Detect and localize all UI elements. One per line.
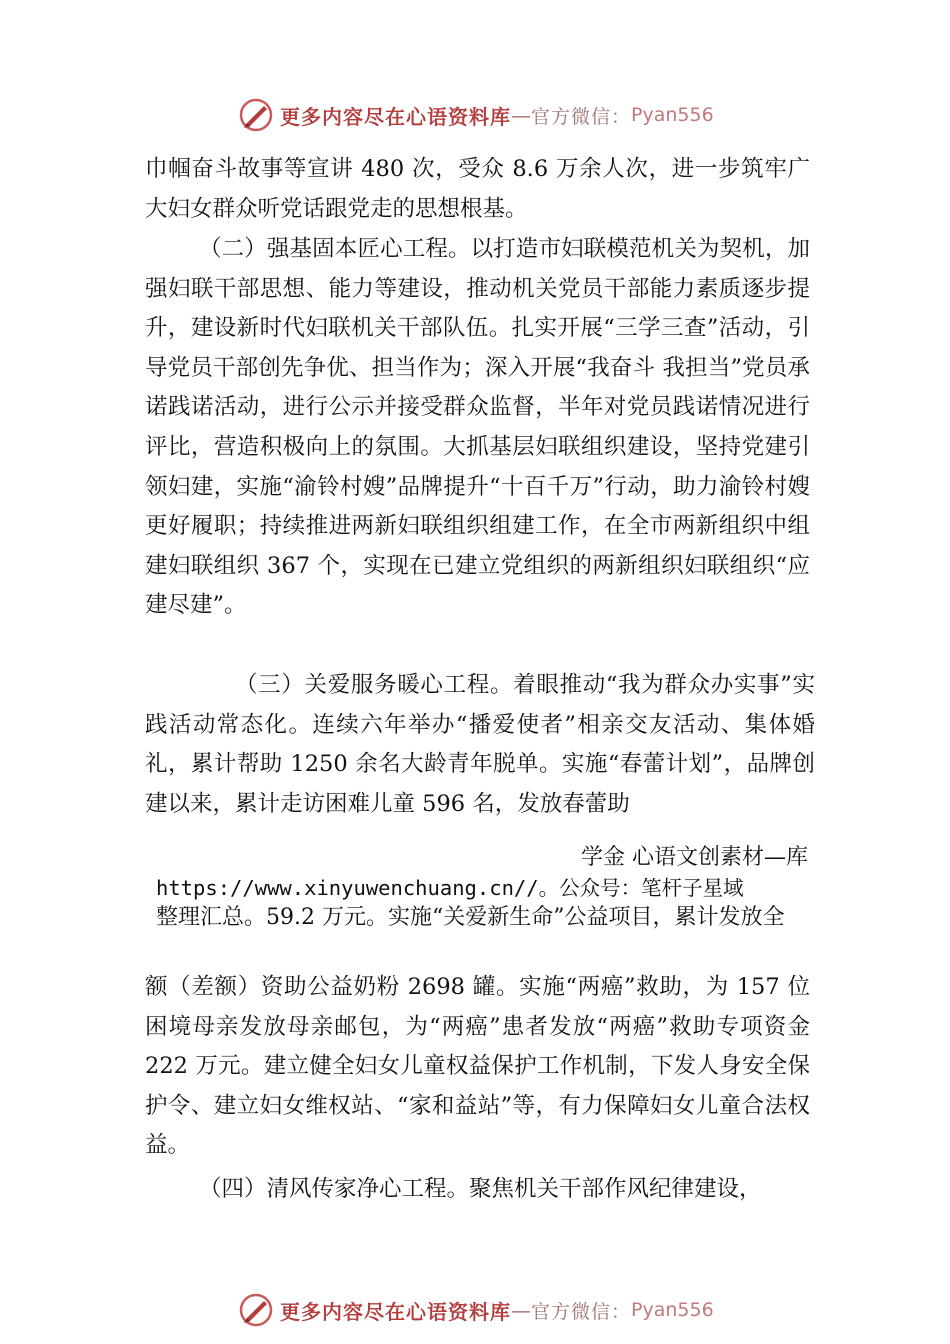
banner-dash: — [511, 103, 531, 127]
banner-dash: — [511, 1298, 531, 1322]
pen-logo-icon [238, 97, 274, 133]
pen-logo-icon [238, 1292, 274, 1328]
paragraph-1: 巾帼奋斗故事等宣讲 480 次，受众 8.6 万余人次，进一步筑牢广大妇女群众听党话跟党走的思想根基。 [145, 156, 810, 222]
watermark-line-2: https://www.xinyuwenchuang.cn//。公众号：笔杆子星域 [156, 876, 744, 900]
banner-wechat-id: Pyan556 [631, 1299, 714, 1321]
paragraph-2: （二）强基固本匠心工程。以打造市妇联模范机关为契机，加强妇联干部思想、能力等建设，推动机关党员干部能力素质逐步提升，建设新时代妇联机关干部队伍。扎实开展“三学三查”活动，引导党员干部创先争优、担当作为；深入开展“我奋斗 我担当”党员承诺践诺活动，进行公示并接受群众监督，半年对党员践诺情况进行评比，营造积极向上的氛围。大抓基层妇联组织建设，坚持党建引领妇建，实施“渝铃村嫂”品牌提升“十百千万”行动，助力渝铃村嫂更好履职；持续推进两新妇联组织组建工作，在全市两新组织中组建妇联组织 367 个，实现在已建立党组织的两新组织妇联组织“应建尽建”。 [145, 236, 810, 619]
paragraph-3: （三）关爱服务暖心工程。着眼推动“我为群众办实事”实践活动常态化。连续六年举办“播爱使者”相亲交友活动、集体婚礼，累计帮助 1250 余名大龄青年脱单。实施“春蕾计划”，品牌创建以来，累计走访困难儿童 596 名，发放春蕾助 [145, 672, 815, 817]
watermark-line-3: 整理汇总。59.2 万元。实施“关爱新生命”公益项目，累计发放全 [156, 905, 785, 930]
paragraph-4: 额（差额）资助公益奶粉 2698 罐。实施“两癌”救助，为 157 位困境母亲发放母亲邮包，为“两癌”患者发放“两癌”救助专项资金 222 万元。建立健全妇女儿童权益保护工作机制，下发人身安全保护令、建立妇女维权站、“家和益站”等，有力保障妇女儿童合法权益。 [145, 974, 810, 1159]
banner-wechat-label: 官方微信： [531, 1300, 632, 1323]
banner-wechat-label: 官方微信： [531, 105, 632, 128]
banner-wechat-id: Pyan556 [631, 104, 714, 126]
banner-title: 更多内容尽在心语资料库 [280, 1299, 511, 1324]
paragraph-5: （四）清风传家净心工程。聚焦机关干部作风纪律建设， [199, 1176, 762, 1202]
watermark-line-1: 学金 心语文创素材—库 [581, 845, 808, 870]
footer-banner [238, 1291, 714, 1329]
banner-title: 更多内容尽在心语资料库 [280, 104, 511, 129]
header-banner [238, 96, 714, 134]
